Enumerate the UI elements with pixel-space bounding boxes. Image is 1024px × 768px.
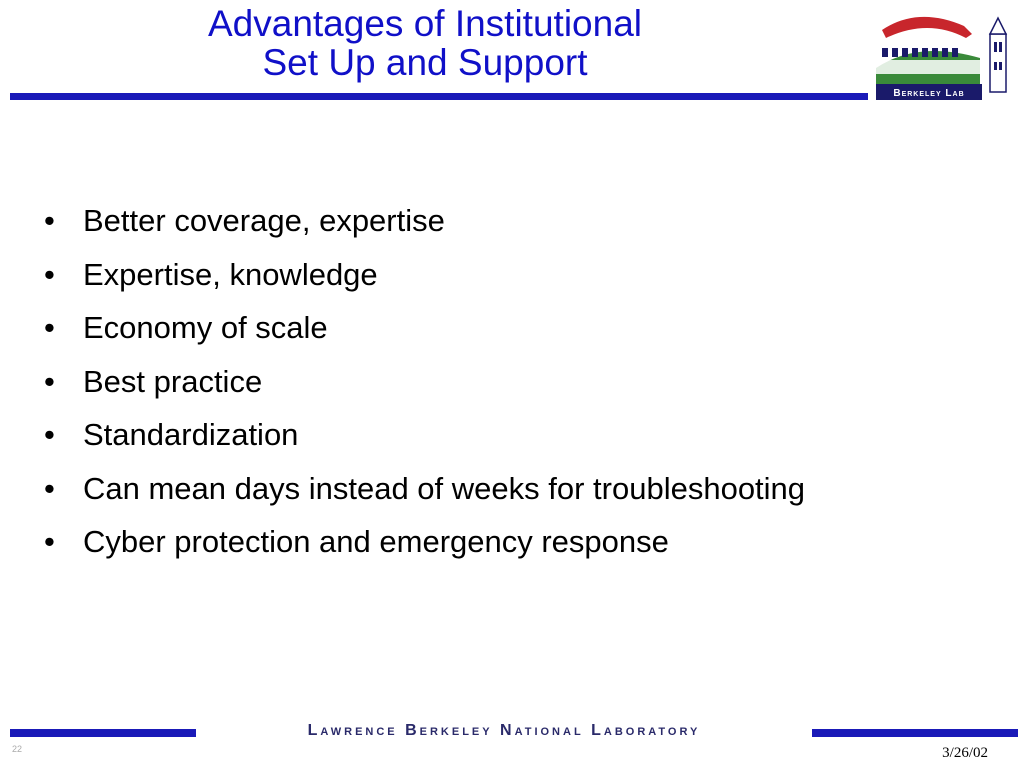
bullet-list (44, 196, 805, 571)
bullet-text: Best practice (83, 363, 263, 399)
bullet-icon: • (44, 524, 55, 559)
list-item (44, 250, 805, 304)
slide-date: 3/26/02 (942, 745, 988, 761)
logo-tower (990, 18, 1006, 92)
footer-divider-right (812, 729, 1018, 737)
bullet-text: Better coverage, expertise (83, 203, 445, 238)
bullet-icon: • (44, 363, 55, 399)
list-item (44, 410, 805, 464)
list-item (44, 303, 805, 357)
slide-title-line-2: Set Up and Support (262, 42, 588, 83)
bullet-icon: • (44, 470, 55, 506)
list-item (44, 517, 805, 571)
list-item (44, 196, 805, 250)
logo-label: Berkeley Lab (893, 88, 965, 99)
logo-dome-band (876, 60, 982, 74)
list-item (44, 464, 805, 518)
page-number: 22 (12, 744, 23, 754)
footer-divider-left (10, 729, 196, 737)
bullet-icon: • (44, 203, 55, 238)
list-item (44, 357, 805, 411)
bullet-icon: • (44, 256, 55, 292)
footer-lab-name-text: Lawrence Berkeley National Laboratory (307, 722, 701, 739)
berkeley-lab-logo-graphic (868, 8, 1020, 104)
bullet-text: Can mean days instead of weeks for troubleshooting (83, 470, 806, 506)
bullet-text: Cyber protection and emergency response (83, 524, 669, 559)
bullet-text: Standardization (83, 417, 299, 452)
bullet-icon: • (44, 417, 55, 452)
logo-red-arch (882, 17, 972, 38)
slide-title (150, 4, 700, 82)
title-divider (10, 93, 868, 100)
berkeley-lab-logo (868, 8, 1020, 104)
bullet-text: Expertise, knowledge (83, 256, 378, 292)
slide-title-line-1: Advantages of Institutional (207, 3, 642, 44)
footer-lab-name (202, 722, 806, 740)
bullet-icon: • (44, 310, 55, 345)
bullet-text: Economy of scale (83, 310, 328, 345)
